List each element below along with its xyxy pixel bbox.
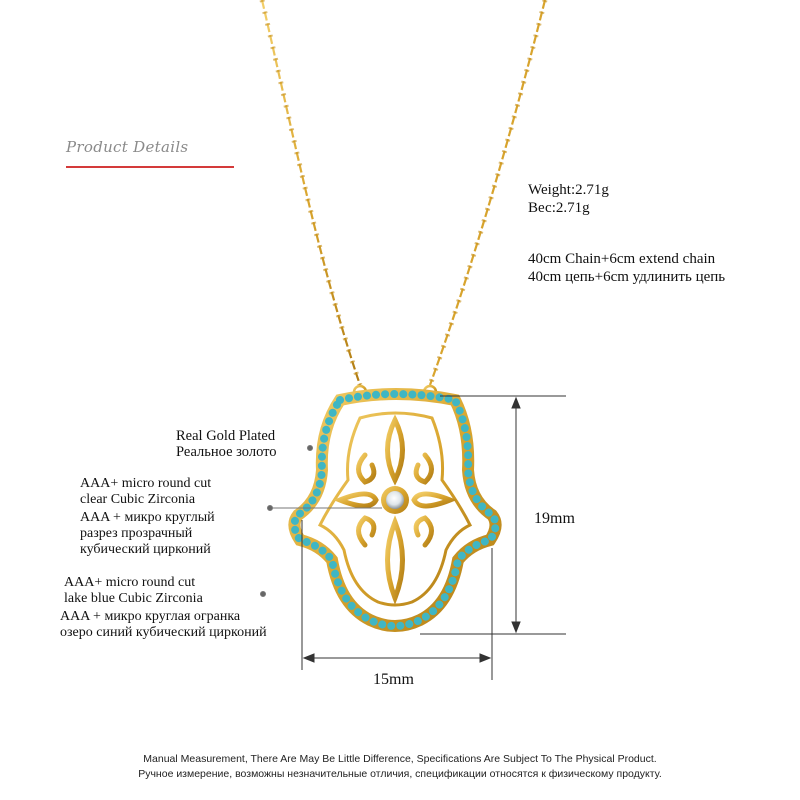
footer-disclaimer-ru: Ручное измерение, возможны незначительные отличия, спецификации относятся к физическому продукту. [138, 768, 662, 780]
callout-blue-line1: AAA+ micro round cut [64, 575, 196, 590]
callout-blue-line2: lake blue Cubic Zirconia [64, 591, 203, 606]
spec-chain [528, 250, 725, 286]
title-underline [66, 166, 234, 168]
height-dimension-label: 19mm [534, 510, 575, 527]
weight-en: Weight:2.71g [528, 182, 609, 198]
weight-ru: Вес:2.71g [528, 200, 590, 216]
callout-blue-cz [60, 575, 267, 641]
center-clear-stone [386, 491, 404, 509]
hamsa-pendant [294, 394, 495, 626]
chain [262, 0, 545, 385]
dimension-lines [302, 396, 566, 680]
chain-ru: 40cm цепь+6cm удлинить цепь [528, 269, 726, 285]
callout-clear-line1: AAA+ micro round cut [80, 476, 212, 491]
callout-clear-line5: кубический цирконий [80, 542, 211, 557]
chain-en: 40cm Chain+6cm extend chain [528, 251, 716, 267]
callout-clear-line2: clear Cubic Zirconia [80, 492, 196, 507]
callout-gold-plated [176, 428, 277, 460]
callout-clear-line4: разрез прозрачный [80, 526, 193, 541]
callout-clear-cz [80, 476, 215, 558]
footer-disclaimer-en: Manual Measurement, There Are May Be Little Difference, Specifications Are Subject To The Physical Product. [143, 753, 657, 765]
callout-gold-line1: Real Gold Plated [176, 428, 276, 444]
callout-clear-line3: AAA + микро круглый [80, 510, 215, 525]
callout-blue-line4: озеро синий кубический цирконий [60, 625, 267, 640]
callout-gold-line2: Реальное золото [176, 444, 277, 460]
callout-blue-line3: AAA + микро круглая огранка [60, 609, 241, 624]
product-details-title: Product Details [66, 138, 189, 156]
width-dimension-label: 15mm [373, 671, 414, 688]
spec-weight [528, 181, 609, 217]
